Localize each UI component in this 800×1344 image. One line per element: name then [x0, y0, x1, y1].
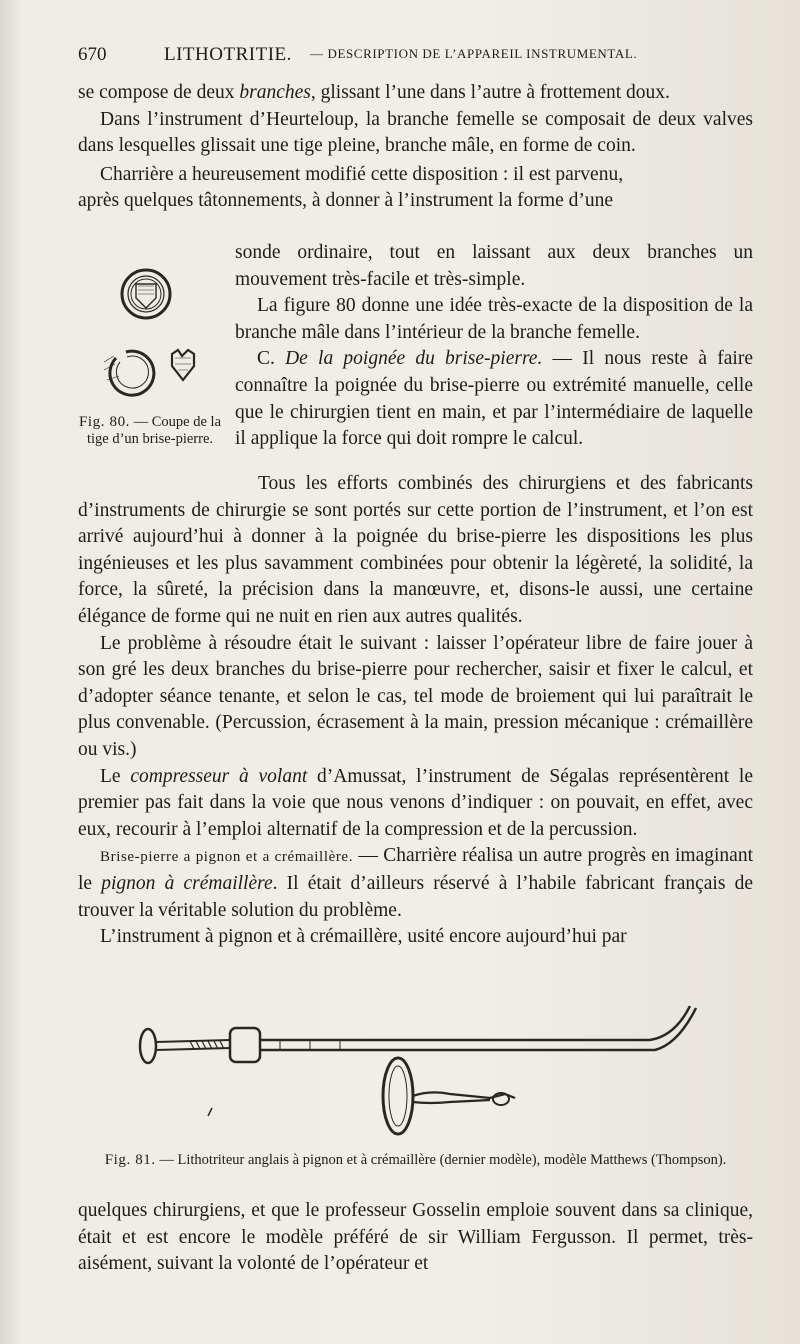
figure-81-illustration: [130, 1000, 710, 1145]
paragraph-figure-80-ref: La figure 80 donne une idée très-exacte de la disposition de la branche mâle dans l’intérieur de la branche femelle.: [235, 295, 753, 343]
text-block-bottom: [78, 1198, 753, 1278]
page-number: 670: [78, 44, 107, 65]
paragraph-charriere-l2: après quelques tâtonnements, à donner à l’instrument la forme d’une: [78, 190, 613, 212]
text-block-main: [78, 471, 753, 951]
paragraph-pignon: Brise-pierre a pignon et a crémaillère. — Charrière réalisa un autre progrès en imaginant le pignon à crémaillère. Il était d’ailleurs réservé à l’habile fabricant français de trouver la véritable solution du problème.: [78, 845, 753, 921]
paragraph-charriere-l1: Charrière a heureusement modifié cette disposition : il est parvenu,: [100, 163, 624, 185]
header-subtitle: — DESCRIPTION DE L’APPAREIL INSTRUMENTAL.: [310, 46, 638, 61]
paragraph-instrument: L’instrument à pignon et à crémaillère, usité encore aujourd’hui par: [100, 926, 627, 948]
paragraph-probleme: Le problème à résoudre était le suivant : laisser l’opérateur libre de faire jouer à son gré les deux branches du brise-pierre pour rechercher, saisir et fixer le calcul, et d’adopter séance tenante, et selon le cas, tel mode de broiement qui lui paraîtrait le plus convenable. (Percussion, écrasement à la main, pression mécanique : crémaillère ou vis.): [78, 632, 753, 760]
paragraph-efforts: Tous les efforts combinés des chirurgiens et des fabricants d’instruments de chirurgie se sont portés sur cette portion de l’instrument, et l’on est arrivé aujourd’hui à donner à la poignée du brise-pierre les dispositions les plus ingénieuses et les plus savamment combinées pour obtenir la légèreté, la solidité, la force, la sûreté, la précision dans la manœuvre, et, disons-le aussi, une certaine élégance de forme qui ne nuit en rien aux autres qualités.: [78, 473, 753, 627]
header-title: LITHOTRITIE.: [164, 44, 292, 65]
paragraph-charriere-rest: sonde ordinaire, tout en laissant aux deux branches un mouvement très-facile et très-simple.: [235, 242, 753, 290]
paragraph-continuation-bottom: quelques chirurgiens, et que le professeur Gosselin emploie souvent dans sa clinique, était et est encore le modèle préféré de sir William Fergusson. Il permet, très-aisément, suivant la volonté de l’opérateur et: [78, 1200, 753, 1275]
running-header: [78, 44, 753, 70]
figure-80: [74, 258, 230, 447]
paragraph-heurteloup: Dans l’instrument d’Heurteloup, la branche femelle se composait de deux valves dans lesquelles glissait une tige pleine, branche mâle, en forme de coin.: [78, 108, 753, 157]
figure-81: [130, 1000, 710, 1145]
figure-80-caption: Fig. 80. — Coupe de la tige d’un brise-pierre.: [78, 414, 222, 447]
figure-81-caption: Fig. 81. — Lithotriteur anglais à pignon et à crémaillère (dernier modèle), modèle Matthews (Thompson).: [104, 1152, 727, 1168]
paragraph-compresseur: Le compresseur à volant d’Amussat, l’instrument de Ségalas représentèrent le premier pas fait dans la voie que nous venons d’indiquer : on pouvait, en effet, avec eux, recourir à l’emploi alternatif de la compression et de la percussion.: [78, 765, 753, 840]
figure-80-illustration: [74, 258, 230, 408]
paragraph-poignee: C. De la poignée du brise-pierre. — Il nous reste à faire connaître la poignée du brise-pierre ou extrémité manuelle, celle que le chirurgien tient en main, et par l’intermédiaire de laquelle il applique la force qui doit rompre le calcul.: [235, 348, 753, 450]
text-block-top: [78, 80, 753, 215]
paragraph-continuation: se compose de deux branches, glissant l’une dans l’autre à frottement doux.: [78, 82, 670, 103]
text-block-beside-figure: [235, 240, 753, 453]
